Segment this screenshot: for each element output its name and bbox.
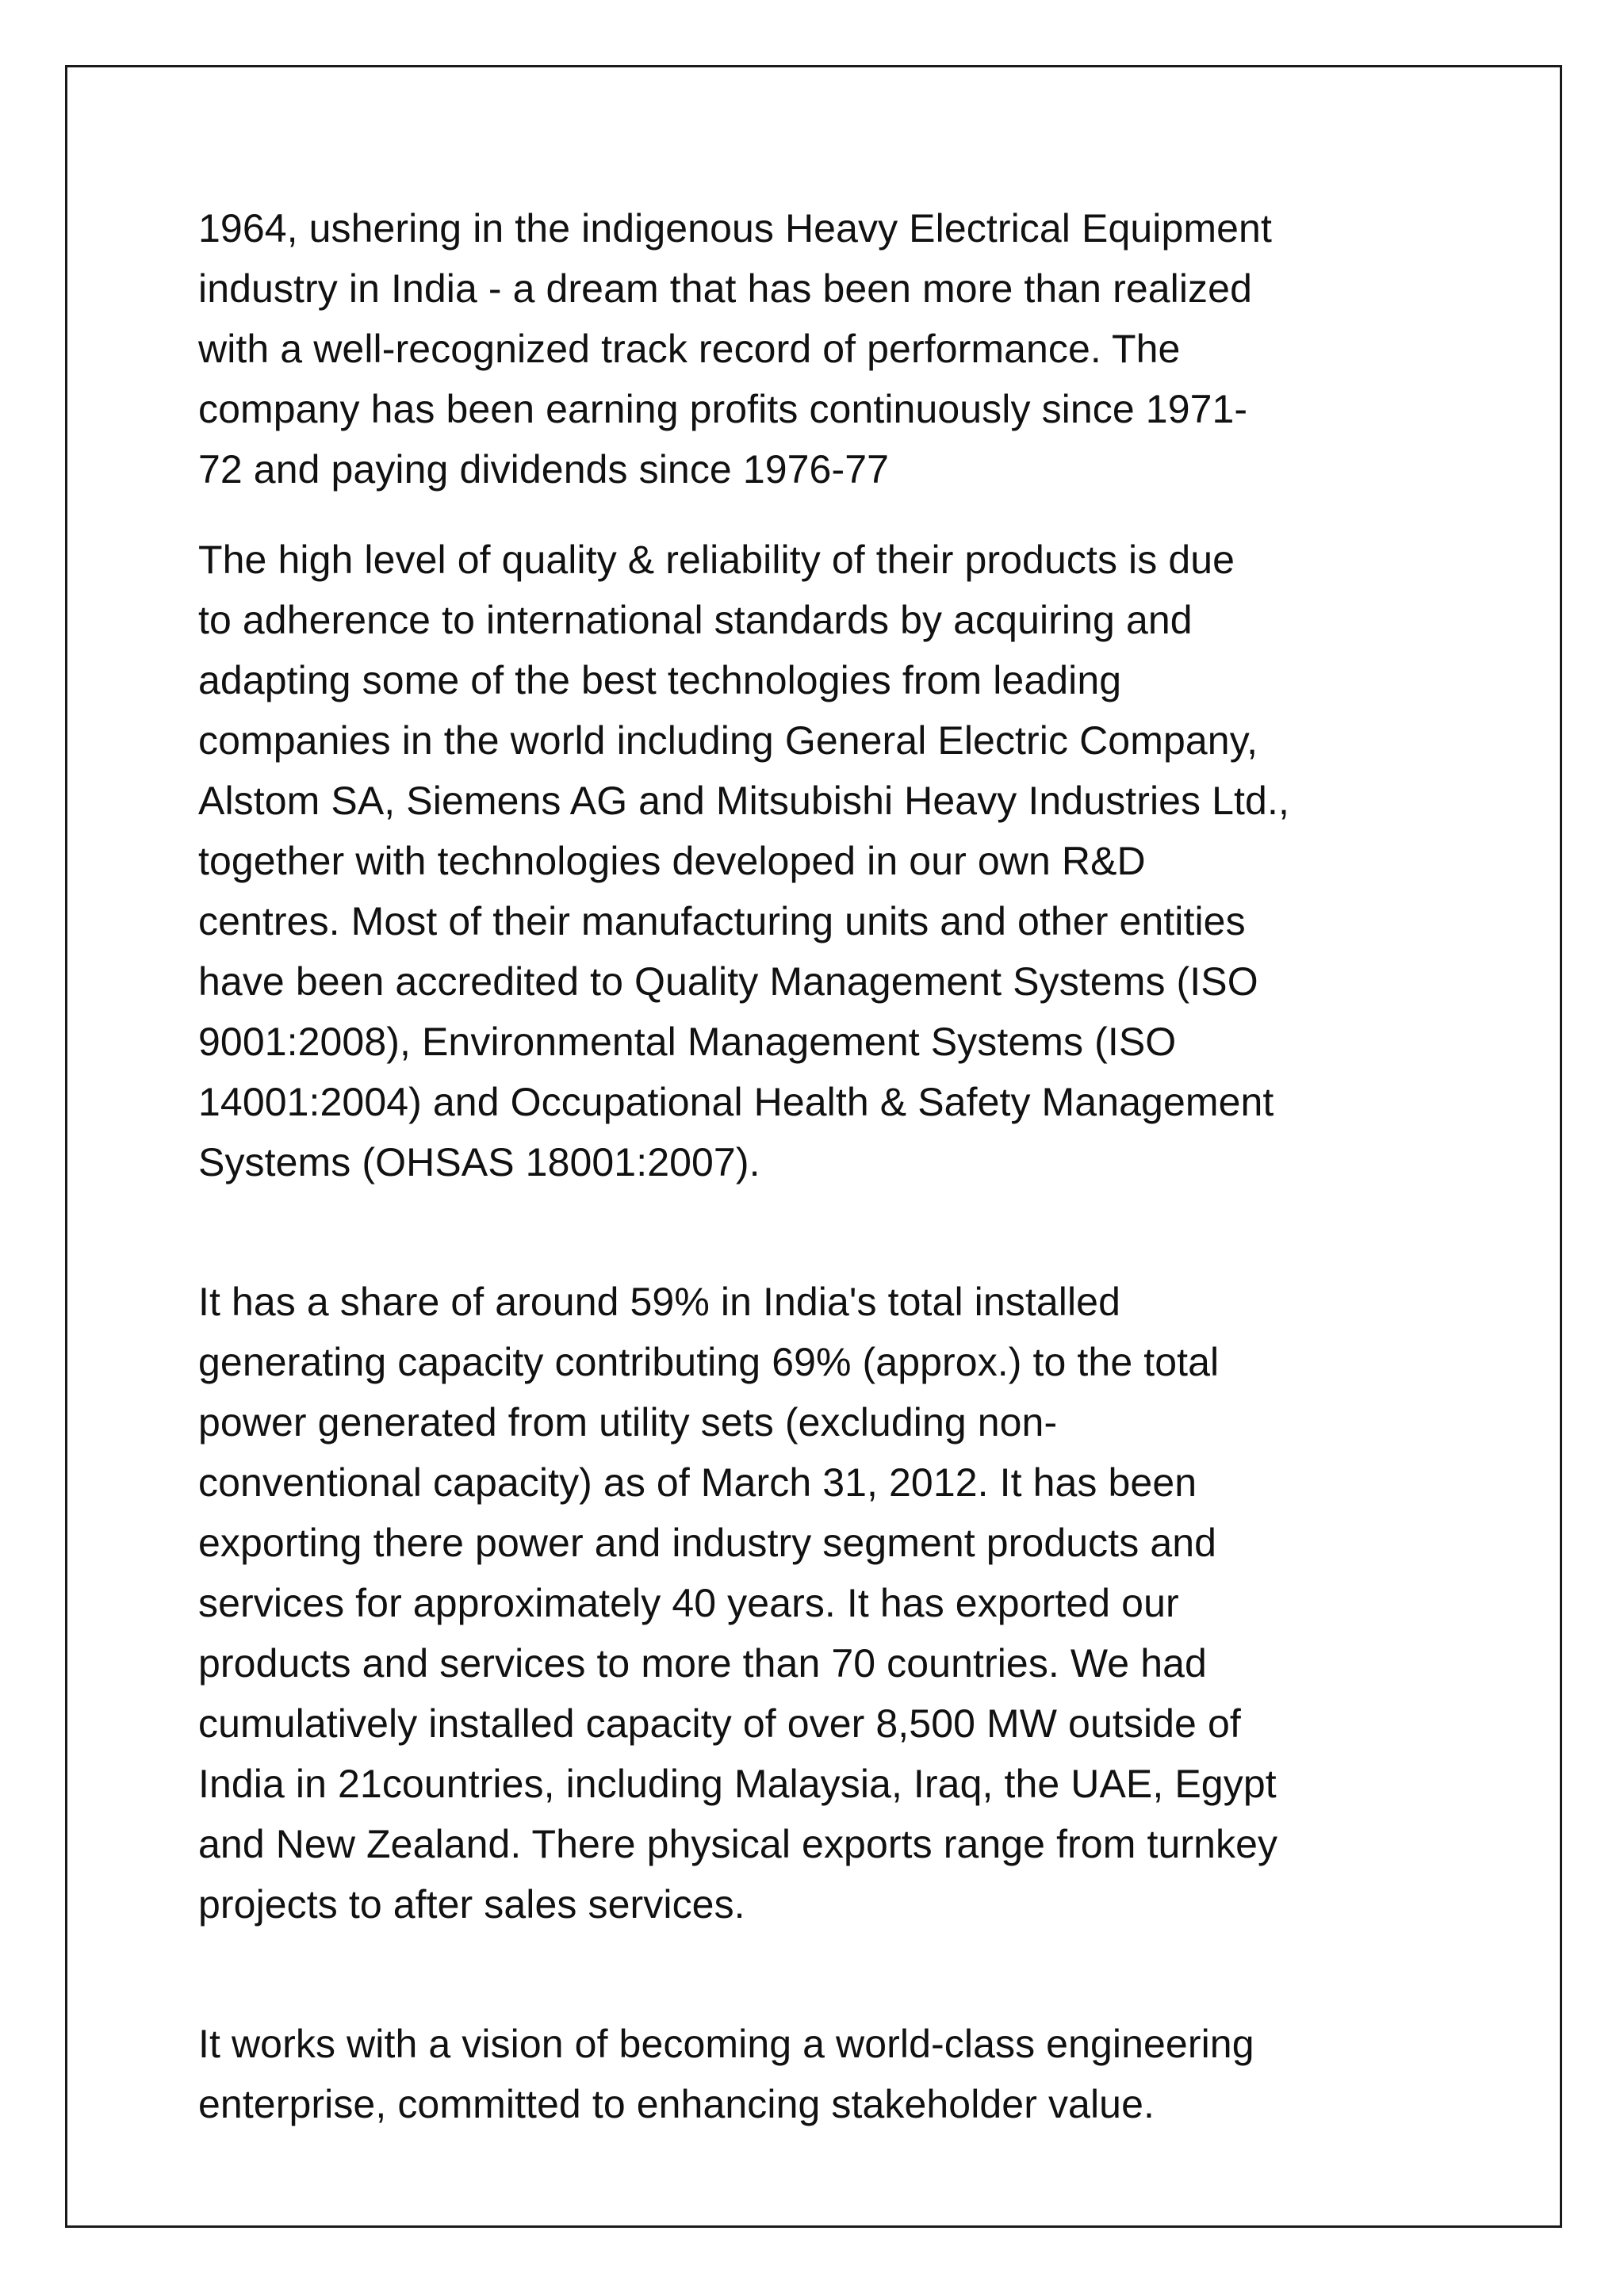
text-line: 9001:2008), Environmental Management Systems (ISO [198,1020,1177,1064]
text-line: company has been earning profits continuously since 1971- [198,387,1248,431]
text-line: have been accredited to Quality Management Systems (ISO [198,959,1258,1004]
text-line: It works with a vision of becoming a world-class engineering [198,2022,1254,2066]
text-line: companies in the world including General Electric Company, [198,718,1258,763]
text-line: 1964, ushering in the indigenous Heavy Electrical Equipment [198,206,1272,251]
text-line: Alstom SA, Siemens AG and Mitsubishi Heavy Industries Ltd., [198,779,1289,823]
paragraph-market-share [198,1272,1435,1934]
text-line: power generated from utility sets (excluding non- [198,1400,1058,1445]
text-line: to adherence to international standards by acquiring and [198,598,1193,642]
text-line: India in 21countries, including Malaysia, Iraq, the UAE, Egypt [198,1762,1277,1806]
text-line: Systems (OHSAS 18001:2007). [198,1140,760,1184]
text-line: adapting some of the best technologies from leading [198,658,1122,702]
text-line: enterprise, committed to enhancing stakeholder value. [198,2082,1155,2126]
text-line: exporting there power and industry segment products and [198,1521,1217,1565]
text-line: together with technologies developed in our own R&D [198,839,1146,883]
text-line: with a well-recognized track record of performance. The [198,327,1181,371]
text-line: centres. Most of their manufacturing units and other entities [198,899,1246,943]
paragraph-vision [198,2014,1435,2134]
document-body [198,198,1435,2134]
text-line: products and services to more than 70 countries. We had [198,1641,1207,1686]
text-line: generating capacity contributing 69% (approx.) to the total [198,1340,1220,1384]
text-line: projects to after sales services. [198,1882,745,1927]
paragraph-history [198,198,1435,499]
text-line: conventional capacity) as of March 31, 2012. It has been [198,1460,1197,1505]
text-line: The high level of quality & reliability of their products is due [198,538,1235,582]
paragraph-quality [198,530,1435,1192]
text-line: and New Zealand. There physical exports range from turnkey [198,1822,1278,1866]
text-line: 72 and paying dividends since 1976-77 [198,447,890,492]
text-line: cumulatively installed capacity of over 8,500 MW outside of [198,1701,1241,1746]
text-line: 14001:2004) and Occupational Health & Safety Management [198,1080,1274,1124]
text-line: services for approximately 40 years. It has exported our [198,1581,1179,1625]
text-line: industry in India - a dream that has been more than realized [198,266,1252,311]
text-line: It has a share of around 59% in India's total installed [198,1280,1120,1324]
